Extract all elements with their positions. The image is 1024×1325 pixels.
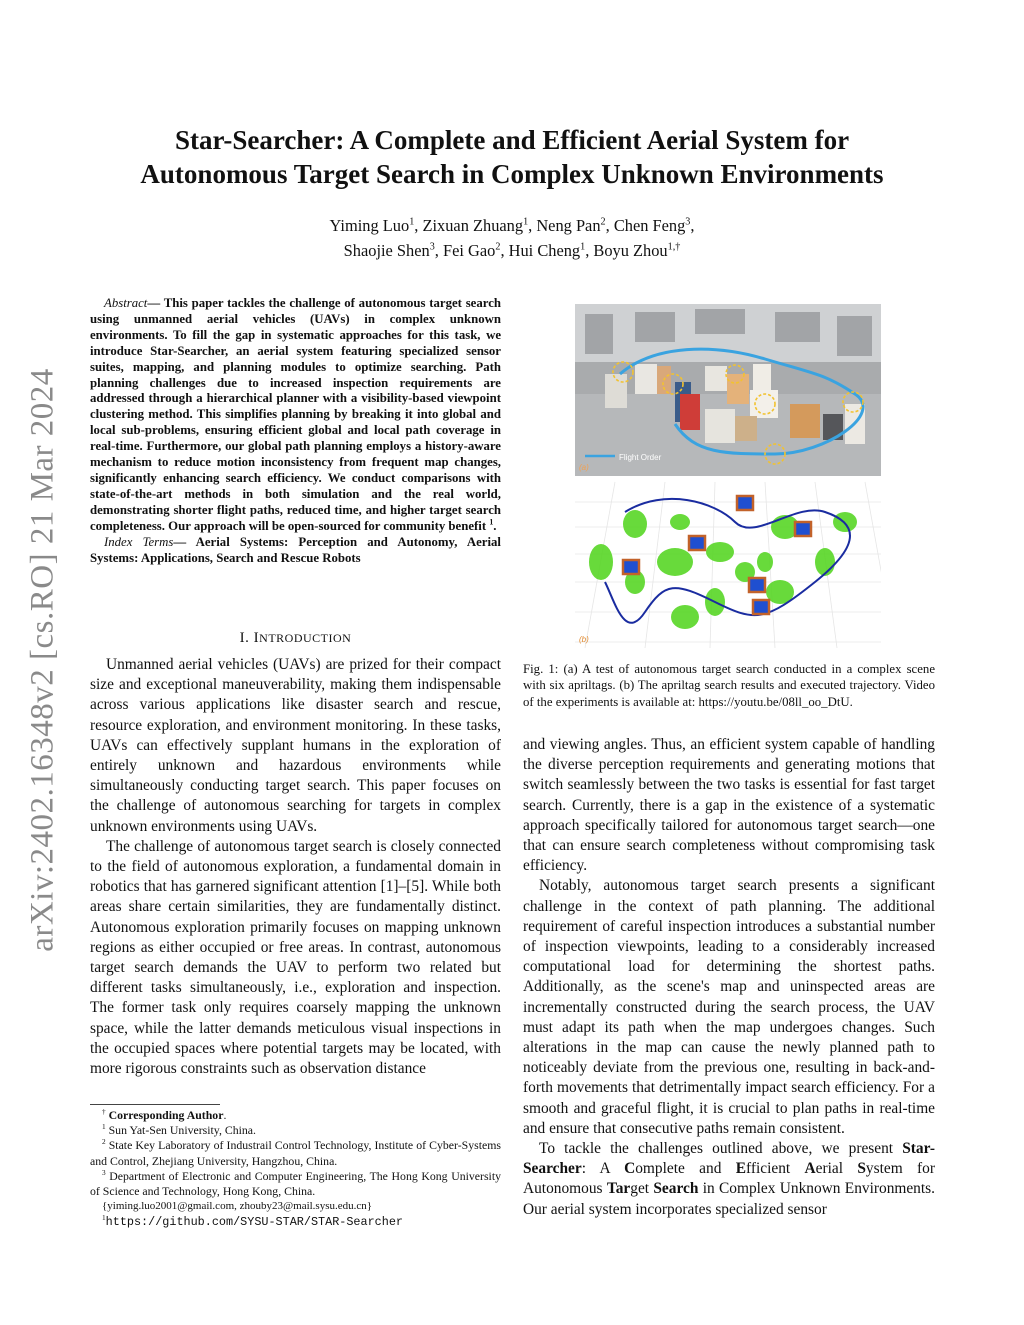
abstract-text: This paper tackles the challenge of autonomous target search using unmanned aerial vehicles (UAVs) in complex unknown environments. To fill the gap in systematic approaches for this task, we introduce Star-Searcher, an aerial system featuring specialized sensor suites, mapping, and planning modules to optimize searching. Path planning challenges due to increased inspection requirements are addressed through a hierarchical planner with a visibility-based viewpoint clustering method. This simplifies planning by breaking it into global and local sub-problems, ensuring efficient global and local path coverage in real-time. Furthermore, our global path planning employs a history-aware mechanism to reduce motion inconsistency from frequent map changes, significantly enhancing search efficiency. We conduct comparisons with state-of-the-art methods in both simulation and the real world, demonstrating shorter flight paths, reduced time, and higher target search completeness. Our approach will be open-sourced for community benefit [90,296,501,533]
text-run: get [630,1180,654,1198]
author-name: Boyu Zhou [593,241,668,260]
index-terms [90,535,501,567]
author-affiliation: 2 [495,241,501,253]
acronym-letter: Search [653,1180,699,1198]
author-name: Hui Cheng [508,241,581,260]
footnote-mark: 1 [102,1213,106,1223]
repository-link[interactable]: https://github.com/SYSU-STAR/STAR-Searcher [105,1215,403,1230]
author-affiliation: 3 [429,241,435,253]
author-affiliation: 1 [580,241,586,253]
author-name: Shaojie Shen [343,241,430,260]
author-line-2: Shaojie Shen$^3$, Fei Gao$^2$, Hui Cheng$^1$, Boyu Zhou$^{1,\dagger}$ [343,241,681,260]
index-terms-label: Index Terms [104,534,174,549]
footnote-url [90,1214,501,1230]
figure-caption: Fig. 1: (a) A test of autonomous target search conducted in a complex scene with six apriltags. (b) The apriltag search results and executed trajectory. Video of the experiments is available at: https://youtu.be/08ll_oo_DtU. [523,662,935,709]
abstract [90,296,501,566]
author-list [0,213,1024,263]
body-paragraph: Unmanned aerial vehicles (UAVs) are prized for their compact size and exceptional maneuverability, making them indispensable across various applications like disaster search and rescue, resource exploration, and environment monitoring. In these tasks, UAVs can effectively supplant humans in the exploration of entirely unknown and hazardous environments while simultaneously conducting target search. This paper focuses on the challenge of autonomous searching for targets in complex unknown environments using UAVs. [90,656,501,835]
abstract-label: Abstract [104,296,148,310]
figure-legend-label: Flight Order [619,453,662,462]
body-paragraph: The challenge of autonomous target search is closely connected to the field of autonomous exploration, a fundamental domain in robotics that has garnered significant attention [1]–[5]. While both areas share certain similarities, they are fundamentally distinct. Autonomous exploration primarily focuses on mapping unknown regions as either occupied or free areas. In contrast, autonomous target search demands the UAV to perform two related but different tasks simultaneously, i.e., exploration and inspection. The former task only requires coarsely mapping the unknown space, while the latter demands meticulous visual inspections in the occupied spaces where potential targets may be located, with more rigorous constraints such as observation distance [90,837,501,1078]
figure-panel-label-a: (a) [579,463,589,472]
figure-1b-map [575,482,881,648]
figure-panel-label-b: (b) [579,635,589,644]
figure-1a-photo [575,304,881,476]
right-column-body [523,735,935,1220]
text-run: erial [815,1160,858,1178]
section-title-rest: NTRODUCTION [259,631,352,645]
index-terms-text: Aerial Systems: Perception and Autonomy, Aerial Systems: Applications, Search and Rescue Robots [90,534,501,565]
author-affiliation: 1 [409,216,415,228]
text-run: omplete and [635,1160,736,1178]
footnote-affiliation-1 [90,1123,501,1138]
footnote-mark: 3 [102,1167,106,1177]
footnote-emails: {yiming.luo2001@gmail.com, zhouby23@mail.sysu.edu.cn} [102,1200,373,1213]
acronym-letter: E [735,1160,747,1178]
index-terms-dash: — [173,534,196,549]
author-line-1: Yiming Luo$^1$, Zixuan Zhuang$^1$, Neng Pan$^2$, Chen Feng$^3$, [329,216,695,235]
text-run: To tackle the challenges outlined above, we present [539,1140,903,1158]
body-paragraph: Notably, autonomous target search presents a significant challenge in the context of path planning. The additional requirement of careful inspection introduces a substantial number of inspection viewpoints, leading to a considerably increased computational load for determining the shortest paths. Additionally, as the scene's map and uninspected areas are incrementally constructed during the search process, the UAV must adapt its path when the map undergoes changes. Such alterations in the map can cause the newly planned path to noticeably deviate from the previous one, resulting in back-and-forth movements that detrimentally impact search efficiency. For a smooth and graceful flight, it is crucial to plan paths in real-time and ensure that consecutive paths remain consistent. [523,877,935,1137]
footnote-text: State Key Laboratory of Industrail Control Technology, Institute of Cyber-Systems and Control, Zhejiang University, Hangzhou, China. [90,1138,501,1168]
body-paragraph-contribution [523,1139,935,1220]
abstract-paragraph [90,296,501,535]
section-title-initial: I [253,630,260,646]
footnotes [90,1108,501,1231]
author-affiliation: 1,† [667,241,681,253]
author-name: Zixuan Zhuang [422,216,524,235]
section-heading [90,630,501,647]
acronym-letter: A [804,1160,816,1178]
author-affiliation: 1 [523,216,529,228]
author-affiliation: 2 [600,216,606,228]
abstract-footnote-mark: 1 [489,517,494,527]
arxiv-identifier [18,350,68,970]
left-column-body [90,655,501,1079]
footnote-mark: 1 [102,1122,106,1132]
title-line-2: Autonomous Target Search in Complex Unknown Environments [140,159,884,189]
section-number: I. [239,630,250,646]
footnote-mark: † [102,1107,106,1117]
text-run: : A [581,1160,625,1178]
body-paragraph: and viewing angles. Thus, an efficient system capable of handling the diverse perception requirements and generating motions that switch seamlessly between the two tasks is essential for fast target search. Currently, there is a gap in the existence of a systematic approach specifically tailored for autonomous target search—one that can ensure search completeness without compromising task efficiency. [523,736,935,875]
figure-1 [575,304,881,648]
text-run: in Complex Unknown Environments. Our aerial system incorporates specialized sensor [523,1180,935,1218]
system-name: Star-Searcher [523,1140,935,1178]
author-name: Neng Pan [536,216,601,235]
text-run: fficient [746,1160,805,1178]
paper-title [0,123,1024,191]
abstract-end: . [493,518,497,533]
author-name: Fei Gao [443,241,496,260]
footnote-corresponding [90,1108,501,1123]
acronym-letter: S [857,1160,866,1178]
abstract-dash: — [147,296,164,310]
author-affiliation: 3 [685,216,691,228]
footnote-mark: 2 [102,1137,106,1147]
footnote-text: Sun Yat-Sen University, China. [108,1123,256,1138]
footnote-affiliation-2 [90,1138,501,1168]
author-name: Chen Feng [613,216,686,235]
arxiv-id-text: arXiv:2402.16348v2 [cs.RO] 21 Mar 2024 [24,368,61,952]
footnote-text: Department of Electronic and Computer Engineering, The Hong Kong University of Science and Technology, Hong Kong, China. [90,1168,502,1199]
acronym-letter: Tar [606,1180,631,1198]
figure-1-graphic [575,304,881,648]
acronym-letter: C [624,1160,636,1178]
title-line-1: Star-Searcher: A Complete and Efficient Aerial System for [174,125,850,155]
text-run: ystem for Autonomous [523,1160,935,1198]
footnote-affiliation-3 [90,1169,501,1199]
footnote-rule [90,1104,220,1105]
author-name: Yiming Luo [329,216,410,235]
footnote-end: . [223,1108,227,1122]
footnote-text: Corresponding Author [108,1108,224,1122]
